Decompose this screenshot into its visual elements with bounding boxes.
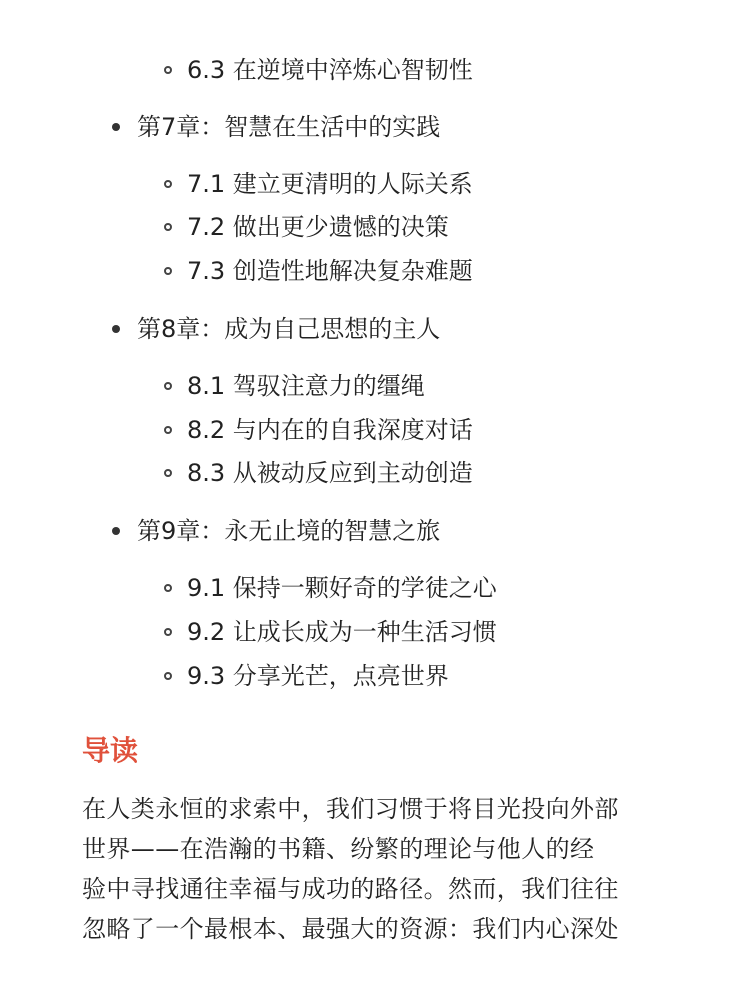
toc-subitem [164,207,449,247]
toc-subitem-label: 6.3 在逆境中淬炼心智韧性 [187,56,473,84]
disc-bullet-icon [112,325,120,333]
circle-bullet-icon [164,672,172,680]
paragraph-line: 世界——在浩瀚的书籍、纷繁的理论与他人的经 [82,835,595,863]
toc-subitem [164,164,473,204]
toc-subitem [164,568,497,608]
disc-bullet-icon [112,123,120,131]
paragraph-line: 忽略了一个最根本、最强大的资源：我们内心深处 [82,915,619,943]
toc-subitem [164,656,449,696]
circle-bullet-icon [164,223,172,231]
toc-subitem-label: 9.1 保持一颗好奇的学徒之心 [187,574,497,602]
toc-subitem-label: 7.1 建立更清明的人际关系 [187,170,473,198]
toc-chapter [112,511,440,551]
toc-subitem [164,612,497,652]
circle-bullet-icon [164,66,172,74]
toc-chapter [112,107,440,147]
toc-subitem-label: 8.3 从被动反应到主动创造 [187,459,473,487]
toc-chapter-label: 第8章：成为自己思想的主人 [137,315,441,343]
toc-subitem-label: 8.1 驾驭注意力的缰绳 [187,372,425,400]
section-heading: 导读 [82,734,139,767]
circle-bullet-icon [164,180,172,188]
toc-subitem [164,453,473,493]
toc-subitem-label: 8.2 与内在的自我深度对话 [187,416,473,444]
toc-chapter-label: 第9章：永无止境的智慧之旅 [137,517,441,545]
toc-subitem-label: 7.2 做出更少遗憾的决策 [187,213,449,241]
circle-bullet-icon [164,382,172,390]
toc-subitem [164,50,473,90]
toc-subitem [164,366,425,406]
toc-subitem [164,251,473,291]
toc-chapter-label: 第7章：智慧在生活中的实践 [137,113,441,141]
circle-bullet-icon [164,469,172,477]
toc-chapter [112,309,440,349]
circle-bullet-icon [164,628,172,636]
toc-subitem-label: 7.3 创造性地解决复杂难题 [187,257,473,285]
paragraph-line: 在人类永恒的求索中，我们习惯于将目光投向外部 [82,795,619,823]
paragraph-line: 验中寻找通往幸福与成功的路径。然而，我们往往 [82,875,619,903]
disc-bullet-icon [112,527,120,535]
toc-subitem-label: 9.2 让成长成为一种生活习惯 [187,618,497,646]
circle-bullet-icon [164,267,172,275]
intro-paragraph [82,789,682,949]
toc-subitem [164,410,473,450]
circle-bullet-icon [164,584,172,592]
toc-subitem-label: 9.3 分享光芒，点亮世界 [187,662,449,690]
circle-bullet-icon [164,426,172,434]
